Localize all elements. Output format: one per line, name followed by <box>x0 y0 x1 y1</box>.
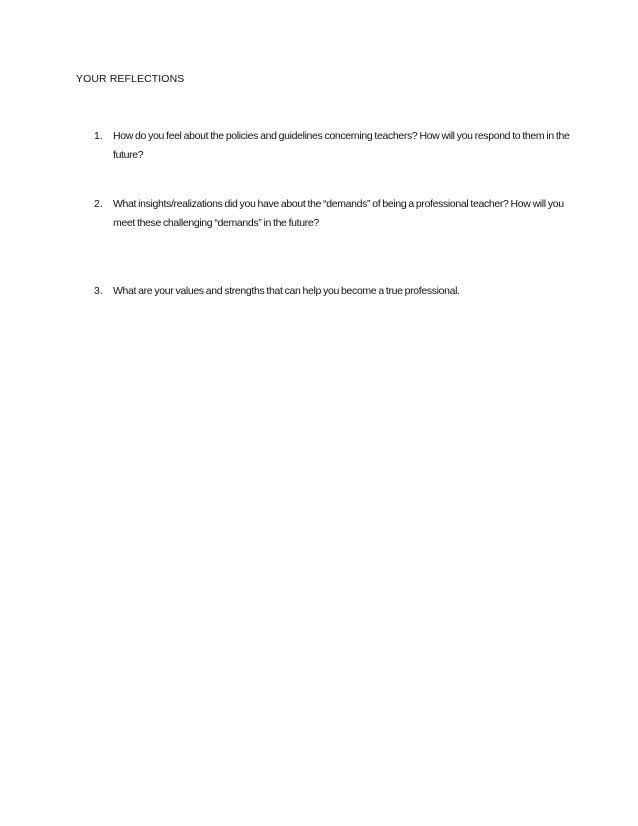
question-item <box>94 127 574 165</box>
question-text: What insights/realizations did you have about the “demands” of being a professional teacher? How will you meet these challenging “demands” in the future? <box>113 198 564 229</box>
question-number: 1. <box>94 130 103 142</box>
question-number: 2. <box>94 198 103 210</box>
question-item <box>94 282 574 301</box>
question-item <box>94 195 574 233</box>
question-number: 3. <box>94 285 103 297</box>
question-text: What are your values and strengths that can help you become a true professional. <box>113 285 460 297</box>
question-text: How do you feel about the policies and guidelines concerning teachers? How will you respond to them in the future? <box>113 130 570 161</box>
section-heading: YOUR REFLECTIONS <box>76 73 185 85</box>
